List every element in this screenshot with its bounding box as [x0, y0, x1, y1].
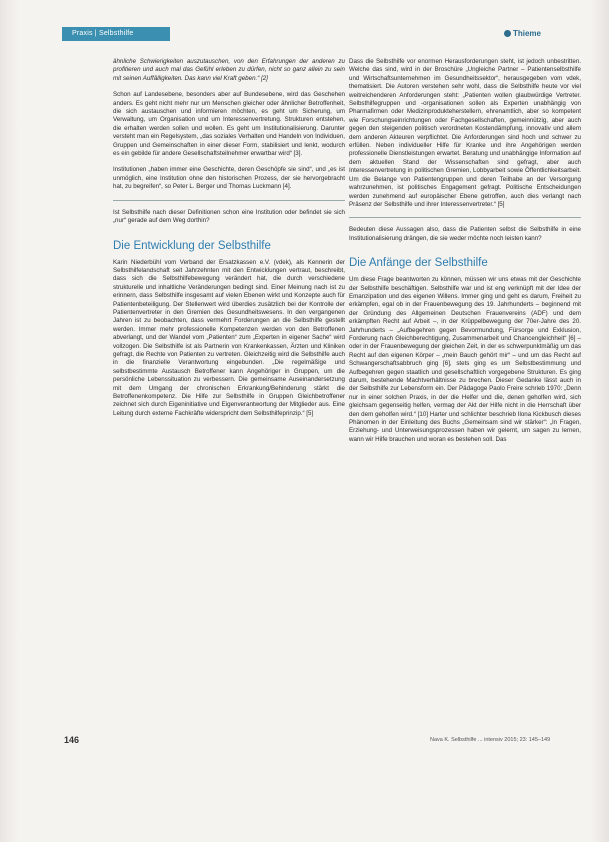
- right-column: [349, 58, 581, 452]
- paragraph: Institutionen „haben immer eine Geschichte, deren Geschöpfe sie sind“, und „es ist unmöglich, eine Institution ohne den historischen Prozess, der sie hervorgebracht hat, zu begreifen“, so Peter L. Berger und Thomas Luckmann [4].: [113, 166, 345, 191]
- publisher-logo: [504, 29, 541, 38]
- paragraph: Bedeuten diese Aussagen also, dass die Patienten selbst die Selbsthilfe in eine Institutionalisierung drängen, die sie weder möchte noch leisten kann?: [349, 226, 581, 242]
- section-heading: Die Anfänge der Selbsthilfe: [349, 257, 488, 270]
- paragraph: Schon auf Landesebene, besonders aber auf Bundesebene, wird das Geschehen anders. Es geht nicht mehr nur um Menschen gleicher oder ähnlicher Betroffenheit, die sich austauschen und informieren möchten, es geht um Sicherung, um Verwaltung, um Organisation und um Interessenvertretung. Strukturen entstehen, die erhalten werden sollen und wollen. Es geht um Institutionalisierung. Darunter versteht man ein Regelsystem, „das soziales Verhalten und Handeln von Individuen, Gruppen und Gemeinschaften in einer dieser Form, stabilisiert und lenkt, wodurch es ein gebilde für andere Gesellschaftsteilnehmer erwartbar wird“ [3].: [113, 91, 345, 158]
- divider: [349, 217, 581, 218]
- left-column: [113, 58, 345, 426]
- paragraph: Ist Selbsthilfe nach dieser Definitionen schon eine Institution oder befindet sie sich „nur“ gerade auf dem Weg dorthin?: [113, 208, 345, 225]
- section-header-tab: Praxis | Selbsthilfe: [62, 27, 170, 41]
- section-heading: Die Entwicklung der Selbsthilfe: [113, 239, 271, 252]
- paragraph: Dass die Selbsthilfe vor enormen Herausforderungen steht, ist jedoch unbestritten. Welche das sind, wird in der Broschüre „Ungleiche Partner – Patientenselbsthilfe und Wirtschaftsunternehmen im Gesundheitssektor“, herausgegeben vom vdek, thematisiert. Die Autoren verstehen sehr wohl, dass die Selbsthilfe heute vor viel weitreichenderen Anforderungen steht: „Patienten wollen glaubwürdige Vertreter. Selbsthilfegruppen und -organisationen sollen als Experten unabhängig von Pharmafirmen oder Medizinprodukteherstellern, ehrenamtlich, aber so kompetent wie Forschungseinrichtungen oder Fachgesellschaften, gemeinnützig, aber auch gegen den steigenden politisch verordneten Kostendämpfung, innovativ und allem dem anderen Akteuren verpflichtet. Die Anforderungen sind hoch und schwer zu erfüllen. Neben individueller Hilfe für Kranke und ihre Angehörigen werden professionelle Dienstleistungen erwartet. Beratung und unabhängige Information auf dem aktuellen Stand der Wissenschaften sind gefragt, aber auch Interessenvertretung in politischen Gremien, Lobbyarbeit sowie Öffentlichkeitsarbeit. Um die Belange von Patientengruppen und deren Teilhabe an der Versorgung wahrzunehmen, ist politisches Engagement gefragt. Politische Entscheidungen werden zunehmend auf europäischer Ebene getroffen, auch dies verlangt nach Präsenz der Selbsthilfe und ihrer Interessenvertreter.“ [5]: [349, 58, 581, 208]
- paragraph: ähnliche Schwierigkeiten auszutauschen, von den Erfahrungen der anderen zu profitieren und auch mal das Gefühl erleben zu dürfen, nicht so ganz allein zu sein mit seinen Auffälligkeiten. Das kann viel Kraft geben.“ [2]: [113, 58, 345, 82]
- paragraph: Um diese Frage beantworten zu können, müssen wir uns etwas mit der Geschichte der Selbsthilfe beschäftigen. Selbsthilfe war und ist eng verknüpft mit der Idee der Emanzipation und des eigenen Willens. Immer ging und geht es darum, Freiheit zu erkämpfen, egal ob in der Frauenbewegung des 19. Jahrhunderts – beginnend mit der Gründung des Allgemeinen Deutschen Frauenvereins (ADF) und dem erkämpften Recht auf Arbeit –, in der Krüppelbewegung der 70er-Jahre des 20. Jahrhunderts – „Aufbegehren gegen Bevormundung, Fürsorge und Exklusion, Forderung nach Gleichberechtigung, Zusammenarbeit und Chancengleichheit“ [6] – oder in der Frauenbewegung der gleichen Zeit, in der es schwerpunktmäßig um das Recht auf den eigenen Körper – „mein Bauch gehört mir“ – und um das Recht auf Schwangerschaftsabbruch ging [6], stets ging es um Selbstbestimmung und Aufbegehren gegen staatlich und gesellschaftlich vorgegebene Strukturen. Es ging darum, bestehende Machtverhältnisse zu brechen. Dieser Gedanke lässt auch in der Selbsthilfe zur Lebensform ein. Der Pädagoge Paolo Freire schrieb 1970: „Denn nur in einer solchen Praxis, in der die Helfer und die, denen geholfen wird, sich gleichsam gegenseitig helfen, vermag der Akt der Hilfe nicht in die Herrschaft über den dem geholfen wird.“ [10] Harter und schlichter beschrieb Ilona Kickbusch dieses Phänomen in der Einleitung des Buchs „Gemeinsam sind wir stärker“: „In Fragen, Erziehung- und Unterweisungsprozessen haben wir gelernt, um sagen zu lernen, wann wir Hilfe brauchen und woran es bestehen soll. Das: [349, 276, 581, 443]
- logo-mark-icon: [504, 30, 511, 37]
- logo-text: Thieme: [512, 29, 541, 38]
- paragraph: Karin Niederbühl vom Verband der Ersatzkassen e.V. (vdek), als Kennerin der Selbsthilfelandschaft seit Jahrzehnten mit den Entwicklungen vertraut, beschreibt, dass sich die Selbsthilfebewegung verändert hat, die durch verschiedene strukturelle und inhaltliche Veränderungen bedingt sind. Einer Meinung nach ist zu erinnern, dass Selbsthilfe insgesamt auf vielen Ebenen wirkt und Konzepte auch für Patientenbeteiligung. Der Stellenwert wird überdies zusätzlich bei der Kontrolle der Patientenvertreter in den Gremien des Gesundheitswesens. In den vergangenen Jahren ist zu beobachten, dass vermehrt Forderungen an die Selbsthilfe gestellt werden. Immer mehr professionelle Kompetenzen werden von den Betroffenen abverlangt, und der Wandel vom „Patienten“ zum „Experten in eigener Sache“ wird vollzogen. Die Selbsthilfe ist als Partnerin von Krankenkassen, Ärzten und Kliniken gefragt, die Rechte von Patienten zu vertreten. Gleichzeitig wird die Selbsthilfe auch in die finanzielle Verantwortung eingebunden. „Die regelmäßige und selbstbestimmte Austausch Betroffener kann Angehöriger in Gruppen, um die persönliche Lebenssituation zu verbessern. Die gemeinsame Auseinandersetzung mit dem Umgang der chronischen Erkrankung/Behinderung stärkt die Betroffenenkompetenz. Die Hilfe zur Selbsthilfe in Gruppen Gleichbetroffener zeichnet sich durch Eigeninitiative und Eigenverantwortung der Mitglieder aus. Eine Leitung durch externe Fachkräfte widerspricht dem Selbsthilfeprinzip.“ [5]: [113, 258, 345, 417]
- page-number: 146: [64, 735, 80, 745]
- footer-citation: Nava K. Selbsthilfe ... intensiv 2015; 23: 145–149: [430, 737, 551, 743]
- divider: [113, 200, 345, 201]
